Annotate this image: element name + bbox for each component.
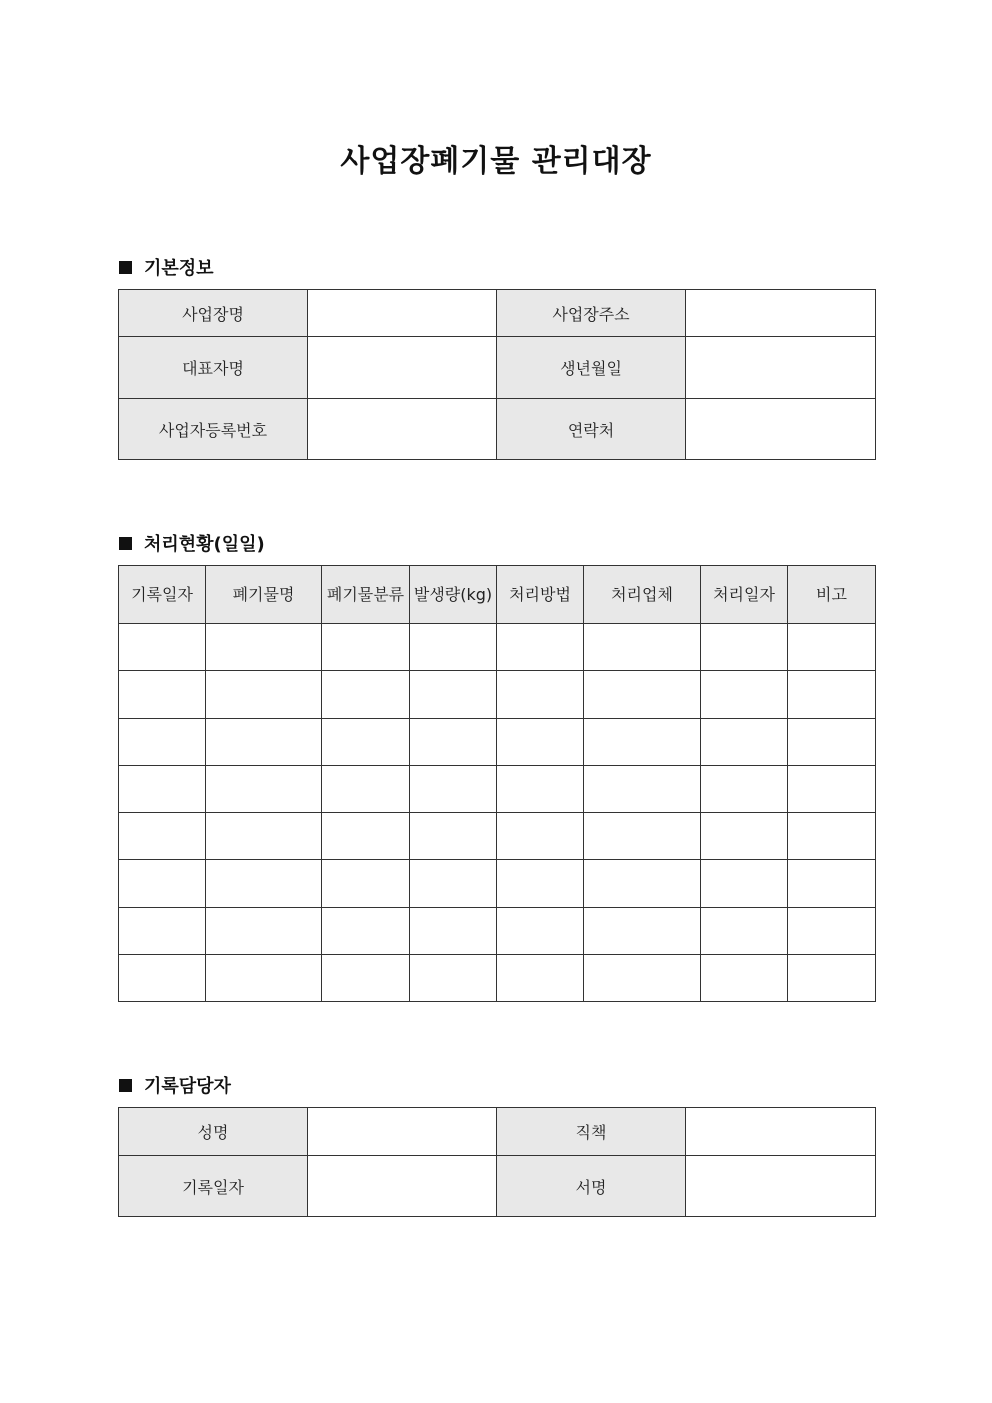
square-bullet-icon [119,1079,132,1092]
table-cell[interactable] [206,907,322,954]
table-header-row [119,566,876,624]
table-cell[interactable] [584,765,701,812]
square-bullet-icon [119,537,132,550]
table-cell[interactable] [322,955,410,1002]
section-heading-label: 기록담당자 [144,1076,231,1097]
label-position: 직책 [497,1108,686,1156]
table-cell[interactable] [119,955,206,1002]
table-cell[interactable] [701,765,788,812]
basic-info-table [118,289,876,460]
table-row [119,955,876,1002]
table-row [119,907,876,954]
table-cell[interactable] [206,860,322,907]
table-cell[interactable] [410,624,497,671]
label-signature: 서명 [497,1156,686,1217]
table-cell[interactable] [410,813,497,860]
column-header: 기록일자 [119,566,206,624]
label-business-reg-number: 사업자등록번호 [119,399,308,460]
table-row [119,399,876,460]
processing-status-table [118,565,876,1002]
table-cell[interactable] [322,765,410,812]
table-cell[interactable] [410,907,497,954]
table-cell[interactable] [701,624,788,671]
table-cell[interactable] [497,907,584,954]
table-cell[interactable] [410,860,497,907]
recorder-table [118,1107,876,1217]
contact-field[interactable] [686,399,876,460]
table-cell[interactable] [410,955,497,1002]
table-row [119,718,876,765]
table-row [119,1156,876,1217]
table-cell[interactable] [410,765,497,812]
table-cell[interactable] [788,718,876,765]
table-cell[interactable] [206,765,322,812]
table-cell[interactable] [322,907,410,954]
table-cell[interactable] [322,718,410,765]
table-row [119,813,876,860]
column-header: 발생량(kg) [410,566,497,624]
column-header: 처리방법 [497,566,584,624]
table-row [119,624,876,671]
table-row [119,860,876,907]
table-cell[interactable] [206,955,322,1002]
table-cell[interactable] [701,955,788,1002]
table-row [119,1108,876,1156]
table-cell[interactable] [497,624,584,671]
table-cell[interactable] [322,671,410,718]
table-cell[interactable] [119,907,206,954]
square-bullet-icon [119,261,132,274]
section-heading-label: 기본정보 [144,258,214,279]
label-representative-name: 대표자명 [119,337,308,399]
table-cell[interactable] [701,813,788,860]
table-cell[interactable] [788,671,876,718]
representative-name-field[interactable] [308,337,497,399]
business-name-field[interactable] [308,290,497,337]
table-cell[interactable] [206,671,322,718]
record-date-field[interactable] [308,1156,497,1217]
table-cell[interactable] [322,813,410,860]
table-cell[interactable] [322,624,410,671]
table-cell[interactable] [410,671,497,718]
section-heading-basic-info [119,254,214,280]
label-record-date: 기록일자 [119,1156,308,1217]
table-cell[interactable] [206,718,322,765]
column-header: 처리업체 [584,566,701,624]
table-cell[interactable] [701,671,788,718]
table-cell[interactable] [584,955,701,1002]
table-cell[interactable] [497,955,584,1002]
table-cell[interactable] [788,907,876,954]
table-cell[interactable] [701,718,788,765]
signature-field[interactable] [686,1156,876,1217]
table-cell[interactable] [410,718,497,765]
table-row [119,671,876,718]
table-cell[interactable] [788,765,876,812]
position-field[interactable] [686,1108,876,1156]
table-cell[interactable] [119,860,206,907]
section-heading-recorder [119,1072,231,1098]
label-business-address: 사업장주소 [497,290,686,337]
section-heading-processing-status [119,530,265,556]
table-cell[interactable] [584,718,701,765]
table-cell[interactable] [497,813,584,860]
table-cell[interactable] [788,813,876,860]
table-cell[interactable] [701,907,788,954]
label-contact: 연락처 [497,399,686,460]
section-heading-label: 처리현황(일일) [144,534,265,555]
table-cell[interactable] [119,765,206,812]
table-cell[interactable] [497,765,584,812]
table-cell[interactable] [788,955,876,1002]
table-cell[interactable] [497,718,584,765]
table-cell[interactable] [584,813,701,860]
table-cell[interactable] [584,860,701,907]
label-birth-date: 생년월일 [497,337,686,399]
column-header: 폐기물명 [206,566,322,624]
table-cell[interactable] [206,624,322,671]
table-row [119,290,876,337]
table-cell[interactable] [584,907,701,954]
label-name: 성명 [119,1108,308,1156]
table-cell[interactable] [584,671,701,718]
table-cell[interactable] [119,671,206,718]
table-cell[interactable] [584,624,701,671]
column-header: 폐기물분류 [322,566,410,624]
document-title: 사업장폐기물 관리대장 [340,144,652,179]
table-cell[interactable] [497,671,584,718]
table-cell[interactable] [322,860,410,907]
table-cell[interactable] [701,860,788,907]
table-cell[interactable] [497,860,584,907]
label-business-name: 사업장명 [119,290,308,337]
birth-date-field[interactable] [686,337,876,399]
table-cell[interactable] [119,718,206,765]
column-header: 처리일자 [701,566,788,624]
business-address-field[interactable] [686,290,876,337]
table-cell[interactable] [788,860,876,907]
table-row [119,337,876,399]
table-cell[interactable] [119,624,206,671]
table-cell[interactable] [119,813,206,860]
table-cell[interactable] [788,624,876,671]
name-field[interactable] [308,1108,497,1156]
business-reg-number-field[interactable] [308,399,497,460]
table-row [119,765,876,812]
table-cell[interactable] [206,813,322,860]
column-header: 비고 [788,566,876,624]
